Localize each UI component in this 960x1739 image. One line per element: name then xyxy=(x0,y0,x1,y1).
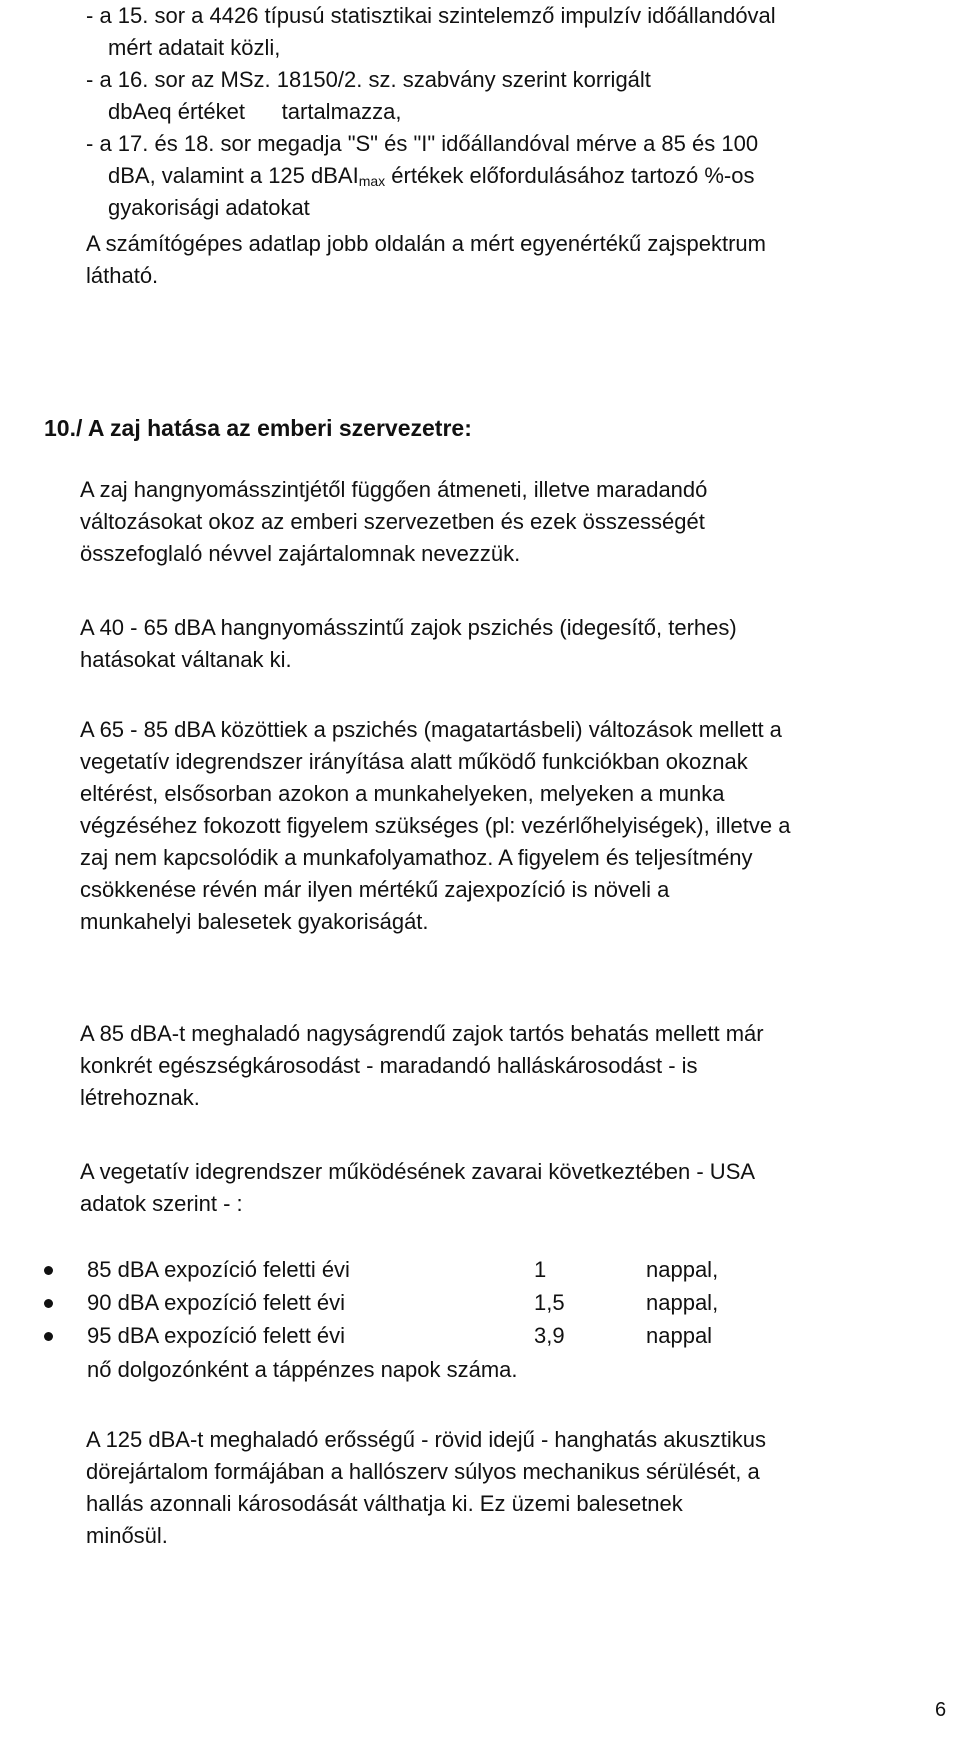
stats-caption: nő dolgozónként a táppénzes napok száma. xyxy=(87,1357,518,1382)
text-line: hatásokat váltanak ki. xyxy=(80,647,292,672)
text-line: eltérést, elsősorban azokon a munkahelyeken, melyeken a munka xyxy=(80,781,725,806)
text-line: mért adatait közli, xyxy=(108,35,281,60)
text-line: A 40 - 65 dBA hangnyomásszintű zajok pszichés (idegesítő, terhes) xyxy=(80,615,737,640)
list-item xyxy=(44,1287,804,1320)
stat-unit: nappal xyxy=(646,1323,713,1348)
text-line: adatok szerint - : xyxy=(80,1191,243,1216)
text-line: hallás azonnali károsodását válthatja ki. Ez üzemi balesetnek xyxy=(86,1491,683,1516)
stat-label: 90 dBA expozíció felett évi xyxy=(87,1290,346,1315)
paragraph-1 xyxy=(80,474,707,570)
text-line: változásokat okoz az emberi szervezetben és ezek összességét xyxy=(80,509,705,534)
text-line: A 85 dBA-t meghaladó nagyságrendű zajok tartós behatás mellett már xyxy=(80,1021,764,1046)
section-heading: 10./ A zaj hatása az emberi szervezetre: xyxy=(44,415,472,441)
intro-paragraph xyxy=(86,228,766,292)
list-item-row-15 xyxy=(86,0,776,64)
stat-value: 1,5 xyxy=(534,1290,565,1315)
text-line: munkahelyi balesetek gyakoriságát. xyxy=(80,909,429,934)
text-line: - a 16. sor az MSz. 18150/2. sz. szabvány szerint korrigált xyxy=(86,67,651,92)
text-line: - a 17. és 18. sor megadja "S" és "I" időállandóval mérve a 85 és 100 xyxy=(86,131,759,156)
text-line: A 65 - 85 dBA közöttiek a pszichés (magatartásbeli) változások mellett a xyxy=(80,717,782,742)
text-line: csökkenése révén már ilyen mértékű zajexpozíció is növeli a xyxy=(80,877,670,902)
stat-label: 85 dBA expozíció feletti évi xyxy=(87,1257,350,1282)
stat-unit: nappal, xyxy=(646,1290,719,1315)
text-line: gyakorisági adatokat xyxy=(108,195,310,220)
text-line: dörejártalom formájában a hallószerv súlyos mechanikus sérülését, a xyxy=(86,1459,760,1484)
list-item-row-16 xyxy=(86,64,651,128)
text-part: értékek előfordulásához tartozó %-os xyxy=(385,163,755,188)
bullet-icon xyxy=(44,1332,53,1341)
text-line: összefoglaló névvel zajártalomnak nevezzük. xyxy=(80,541,521,566)
paragraph-4 xyxy=(80,1018,764,1114)
text-line: A vegetatív idegrendszer működésének zavarai következtében - USA xyxy=(80,1159,756,1184)
stat-label: 95 dBA expozíció felett évi xyxy=(87,1323,346,1348)
text-line: látható. xyxy=(86,263,159,288)
text-line: zaj nem kapcsolódik a munkafolyamathoz. A figyelem és teljesítmény xyxy=(80,845,753,870)
text-line: végzéséhez fokozott figyelem szükséges (pl: vezérlőhelyiségek), illetve a xyxy=(80,813,791,838)
bullet-icon xyxy=(44,1266,53,1275)
bullet-icon xyxy=(44,1299,53,1308)
paragraph-2 xyxy=(80,612,737,676)
text-line: A zaj hangnyomásszintjétől függően átmeneti, illetve maradandó xyxy=(80,477,708,502)
text-line: létrehoznak. xyxy=(80,1085,200,1110)
page-number: 6 xyxy=(935,1699,947,1721)
text-line: dbAeq értéket tartalmazza, xyxy=(108,99,402,124)
list-item xyxy=(44,1320,804,1353)
text-line-with-subscript xyxy=(86,160,758,192)
list-item-row-17-18 xyxy=(86,128,758,224)
stats-list xyxy=(44,1254,804,1353)
stat-value: 3,9 xyxy=(534,1323,565,1348)
text-line: A számítógépes adatlap jobb oldalán a mért egyenértékű zajspektrum xyxy=(86,231,766,256)
subscript-max: max xyxy=(358,173,386,189)
text-line: konkrét egészségkárosodást - maradandó halláskárosodást - is xyxy=(80,1053,698,1078)
text-line: - a 15. sor a 4426 típusú statisztikai szintelemző impulzív időállandóval xyxy=(86,3,776,28)
stat-value: 1 xyxy=(534,1257,547,1282)
paragraph-5 xyxy=(80,1156,755,1220)
text-part: dBA, valamint a 125 dBAI xyxy=(108,163,359,188)
list-item xyxy=(44,1254,804,1287)
paragraph-3 xyxy=(80,714,790,938)
text-line: minősül. xyxy=(86,1523,168,1548)
stat-unit: nappal, xyxy=(646,1257,719,1282)
text-line: A 125 dBA-t meghaladó erősségű - rövid idejű - hanghatás akusztikus xyxy=(86,1427,766,1452)
text-line: vegetatív idegrendszer irányítása alatt működő funkciókban okoznak xyxy=(80,749,748,774)
paragraph-6 xyxy=(86,1424,766,1552)
